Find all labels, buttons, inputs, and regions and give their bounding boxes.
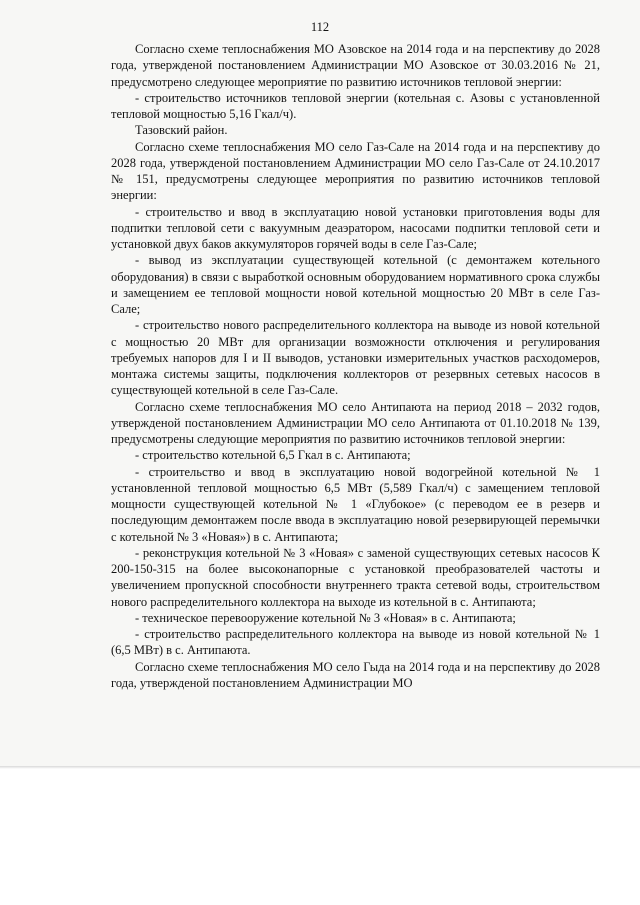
paragraph-gaz-sale-scheme: Согласно схеме теплоснабжения МО село Газ-Сале на 2014 года и на перспективу до 2028 года, утвержденой постановлением Администрации МО село Газ-Сале от 24.10.2017 № 151, предусмотрены следующее мероприятия по развитию источников тепловой энергии:	[111, 139, 600, 203]
paragraph-antipayuta-collector: - строительство распределительного коллектора на выводе из новой котельной № 1 (6,5 МВт) в с. Антипаюта.	[111, 627, 600, 658]
paragraph-gaz-sale-decommission: - вывод из эксплуатации существующей котельной (с демонтажем котельного оборудования) в связи с выработкой основным оборудованием нормативного срока службы и замещением ее тепловой мощности новой котельной мощностью 20 МВт в селе Газ-Сале;	[111, 253, 600, 316]
paragraph-tazovsky-district: Тазовский район.	[135, 123, 228, 138]
document-body	[111, 41, 600, 691]
paragraph-gaz-sale-collector: - строительство нового распределительного коллектора на выводе из новой котельной с мощностью 20 МВт для организации возможности отключения и регулирования требуемых напоров для I и II выводов, установки измерительных участков расходомеров, монтажа системы защиты, подключения коллекторов от резервных сетевых насосов в существующей котельной в селе Газ-Сале.	[111, 318, 600, 398]
paragraph-antipayuta-scheme: Согласно схеме теплоснабжения МО село Антипаюта на период 2018 – 2032 годов, утвержденой постановлением Администрации МО село Антипаюта от 01.10.2018 № 139, предусмотрены следующие мероприятия по развитию источников тепловой энергии:	[111, 399, 600, 446]
paragraph-antipayuta-reequipment: - техническое перевооружение котельной № 3 «Новая» в с. Антипаюта;	[135, 610, 516, 625]
paragraph-azovy-boiler: - строительство источников тепловой энергии (котельная с. Азовы с установленной тепловой мощностью 5,16 Гкал/ч).	[111, 90, 600, 121]
paragraph-antipayuta-reconstruction: - реконструкция котельной № 3 «Новая» с заменой существующих сетевых насосов К 200-150-315 на более высоконапорные с установкой преобразователей частоты и увеличением пропускной способности внутреннего тракта сетевой воды, строительством нового распределительного коллектора на выходе из котельной в с. Антипаюта;	[111, 545, 600, 609]
page-bottom-edge	[0, 766, 640, 769]
paragraph-gyda-scheme: Согласно схеме теплоснабжения МО село Гыда на 2014 года и на перспективу до 2028 года, утвержденой постановлением Администрации МО	[111, 659, 600, 690]
paragraph-antipayuta-boiler: - строительство котельной 6,5 Гкал в с. Антипаюта;	[135, 448, 411, 463]
paragraph-gaz-sale-water-treatment: - строительство и ввод в эксплуатацию новой установки приготовления воды для подпитки тепловой сети с вакуумным деаэратором, насосами подпитки тепловой сети и установкой двух баков аккумуляторов горячей воды в селе Газ-Сале;	[111, 204, 600, 251]
paragraph-azovskoe-scheme: Согласно схеме теплоснабжения МО Азовское на 2014 года и на перспективу до 2028 года, утвержденой постановлением Администрации МО Азовское от 30.03.2016 № 21, предусмотрено следующее мероприятие по развитию источников тепловой энергии:	[111, 42, 600, 89]
paragraph-antipayuta-boiler-1: - строительство и ввод в эксплуатацию новой водогрейной котельной № 1 установленной тепловой мощностью 6,5 МВт (5,589 Гкал/ч) с замещением тепловой мощности существующей котельной № 1 «Глубокое» (с переводом ее в резерв и последующим демонтажем после ввода в эксплуатацию новой резервирующей перемычки с котельной № 3 «Новая») в с. Антипаюта;	[111, 464, 600, 544]
page-number: 112	[310, 20, 330, 34]
